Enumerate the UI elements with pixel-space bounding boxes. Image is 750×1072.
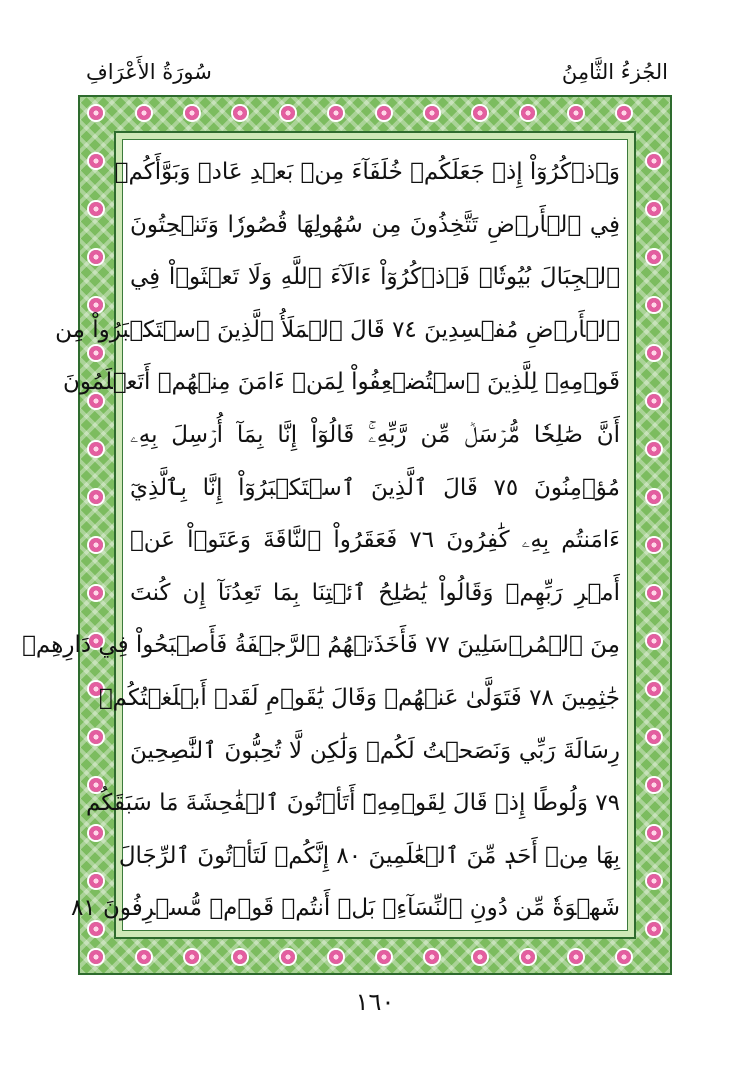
flower-ornament-icon bbox=[647, 778, 661, 792]
flower-ornament-icon bbox=[647, 394, 661, 408]
flower-ornament-icon bbox=[647, 682, 661, 696]
text-line-10: مِنَ ٱلۡمُرۡسَلِينَ ٧٧ فَأَخَذَتۡهُمُ ٱلرَّجۡفَةُ فَأَصۡبَحُواْ فِي دَارِهِمۡ bbox=[22, 632, 620, 659]
flower-ornament-icon bbox=[89, 442, 103, 456]
flower-ornament-icon bbox=[89, 950, 103, 964]
flower-ornament-icon bbox=[647, 730, 661, 744]
text-line-9: أَمۡرِ رَبِّهِمۡ وَقَالُواْ يَٰصَٰلِحُ ٱئۡتِنَا بِمَا تَعِدُنَآ إِن كُنتَ bbox=[130, 579, 620, 606]
text-line-15: شَهۡوَةٗ مِّن دُونِ ٱلنِّسَآءِۚ بَلۡ أَنتُمۡ قَوۡمٞ مُّسۡرِفُونَ ٨١ bbox=[70, 895, 620, 922]
flower-ornament-icon bbox=[185, 950, 199, 964]
text-line-3: ٱلۡجِبَالَ بُيُوتٗاۖ فَٱذۡكُرُوٓاْ ءَالَآءَ ٱللَّهِ وَلَا تَعۡثَوۡاْ فِي bbox=[130, 264, 620, 291]
flower-ornament-icon bbox=[89, 106, 103, 120]
flower-ornament-icon bbox=[647, 634, 661, 648]
flower-ornament-icon bbox=[329, 950, 343, 964]
flower-ornament-icon bbox=[617, 106, 631, 120]
flower-ornament-icon bbox=[647, 250, 661, 264]
flower-ornament-icon bbox=[647, 298, 661, 312]
flower-ornament-icon bbox=[89, 250, 103, 264]
page-number: ١٦٠ bbox=[355, 988, 395, 1016]
flower-ornament-icon bbox=[647, 154, 661, 168]
flower-ornament-icon bbox=[233, 106, 247, 120]
flower-ornament-icon bbox=[617, 950, 631, 964]
flower-ornament-icon bbox=[425, 950, 439, 964]
flower-ornament-icon bbox=[473, 950, 487, 964]
text-line-8: ءَامَنتُم بِهِۦ كَٰفِرُونَ ٧٦ فَعَقَرُواْ ٱلنَّاقَةَ وَعَتَوۡاْ عَنۡ bbox=[130, 527, 620, 554]
flower-ornament-icon bbox=[89, 154, 103, 168]
flower-ornament-icon bbox=[89, 490, 103, 504]
flower-ornament-icon bbox=[233, 950, 247, 964]
text-line-11: جَٰثِمِينَ ٧٨ فَتَوَلَّىٰ عَنۡهُمۡ وَقَالَ يَٰقَوۡمِ لَقَدۡ أَبۡلَغۡتُكُمۡ bbox=[98, 684, 620, 711]
flower-ornament-icon bbox=[281, 950, 295, 964]
flower-ornament-icon bbox=[137, 950, 151, 964]
surah-name-header: سُورَةُ الأَعْرَافِ bbox=[86, 60, 212, 84]
text-line-12: رِسَالَةَ رَبِّي وَنَصَحۡتُ لَكُمۡ وَلَٰكِن لَّا تُحِبُّونَ ٱلنَّٰصِحِينَ bbox=[130, 737, 620, 764]
flower-ornament-icon bbox=[473, 106, 487, 120]
flower-ornament-icon bbox=[89, 538, 103, 552]
quran-text bbox=[22, 146, 620, 935]
flower-ornament-icon bbox=[137, 106, 151, 120]
flower-ornament-icon bbox=[647, 442, 661, 456]
flower-ornament-icon bbox=[647, 826, 661, 840]
flower-ornament-icon bbox=[377, 950, 391, 964]
flower-ornament-icon bbox=[521, 106, 535, 120]
text-line-14: بِهَا مِنۡ أَحَدٖ مِّنَ ٱلۡعَٰلَمِينَ ٨٠ إِنَّكُمۡ لَتَأۡتُونَ ٱلرِّجَالَ bbox=[118, 842, 620, 869]
flower-ornament-icon bbox=[425, 106, 439, 120]
flower-ornament-icon bbox=[647, 538, 661, 552]
text-line-5: قَوۡمِهِۦ لِلَّذِينَ ٱسۡتُضۡعِفُواْ لِمَنۡ ءَامَنَ مِنۡهُمۡ أَتَعۡلَمُونَ bbox=[63, 369, 620, 396]
flower-ornament-icon bbox=[647, 922, 661, 936]
flower-ornament-icon bbox=[647, 346, 661, 360]
flower-ornament-icon bbox=[569, 950, 583, 964]
flower-ornament-icon bbox=[647, 490, 661, 504]
flower-ornament-icon bbox=[281, 106, 295, 120]
flower-ornament-icon bbox=[647, 202, 661, 216]
text-line-13: ٧٩ وَلُوطًا إِذۡ قَالَ لِقَوۡمِهِۦٓ أَتَأۡتُونَ ٱلۡفَٰحِشَةَ مَا سَبَقَكُم bbox=[85, 790, 620, 817]
flower-ornament-icon bbox=[377, 106, 391, 120]
juz-name-header: الجُزءُ الثَّامِنُ bbox=[561, 60, 668, 84]
text-line-4: ٱلۡأَرۡضِ مُفۡسِدِينَ ٧٤ قَالَ ٱلۡمَلَأُ ٱلَّذِينَ ٱسۡتَكۡبَرُواْ مِن bbox=[55, 316, 620, 343]
flower-ornament-icon bbox=[647, 874, 661, 888]
flower-ornament-icon bbox=[89, 586, 103, 600]
text-line-1: وَٱذۡكُرُوٓاْ إِذۡ جَعَلَكُمۡ خُلَفَآءَ مِنۢ بَعۡدِ عَادٖ وَبَوَّأَكُمۡ bbox=[114, 159, 620, 185]
flower-ornament-icon bbox=[647, 586, 661, 600]
text-line-6: أَنَّ صَٰلِحٗا مُّرۡسَلٞ مِّن رَّبِّهِۦۚ قَالُوٓاْ إِنَّا بِمَآ أُرۡسِلَ بِهِۦ bbox=[130, 421, 620, 448]
flower-ornament-icon bbox=[329, 106, 343, 120]
flower-ornament-icon bbox=[521, 950, 535, 964]
flower-ornament-icon bbox=[569, 106, 583, 120]
flower-ornament-icon bbox=[89, 202, 103, 216]
flower-ornament-icon bbox=[89, 730, 103, 744]
text-line-7: مُؤۡمِنُونَ ٧٥ قَالَ ٱلَّذِينَ ٱسۡتَكۡبَرُوٓاْ إِنَّا بِٱلَّذِيٓ bbox=[130, 474, 620, 501]
flower-ornament-icon bbox=[185, 106, 199, 120]
text-line-2: فِي ٱلۡأَرۡضِ تَتَّخِذُونَ مِن سُهُولِهَا قُصُورٗا وَتَنۡحِتُونَ bbox=[130, 211, 620, 238]
